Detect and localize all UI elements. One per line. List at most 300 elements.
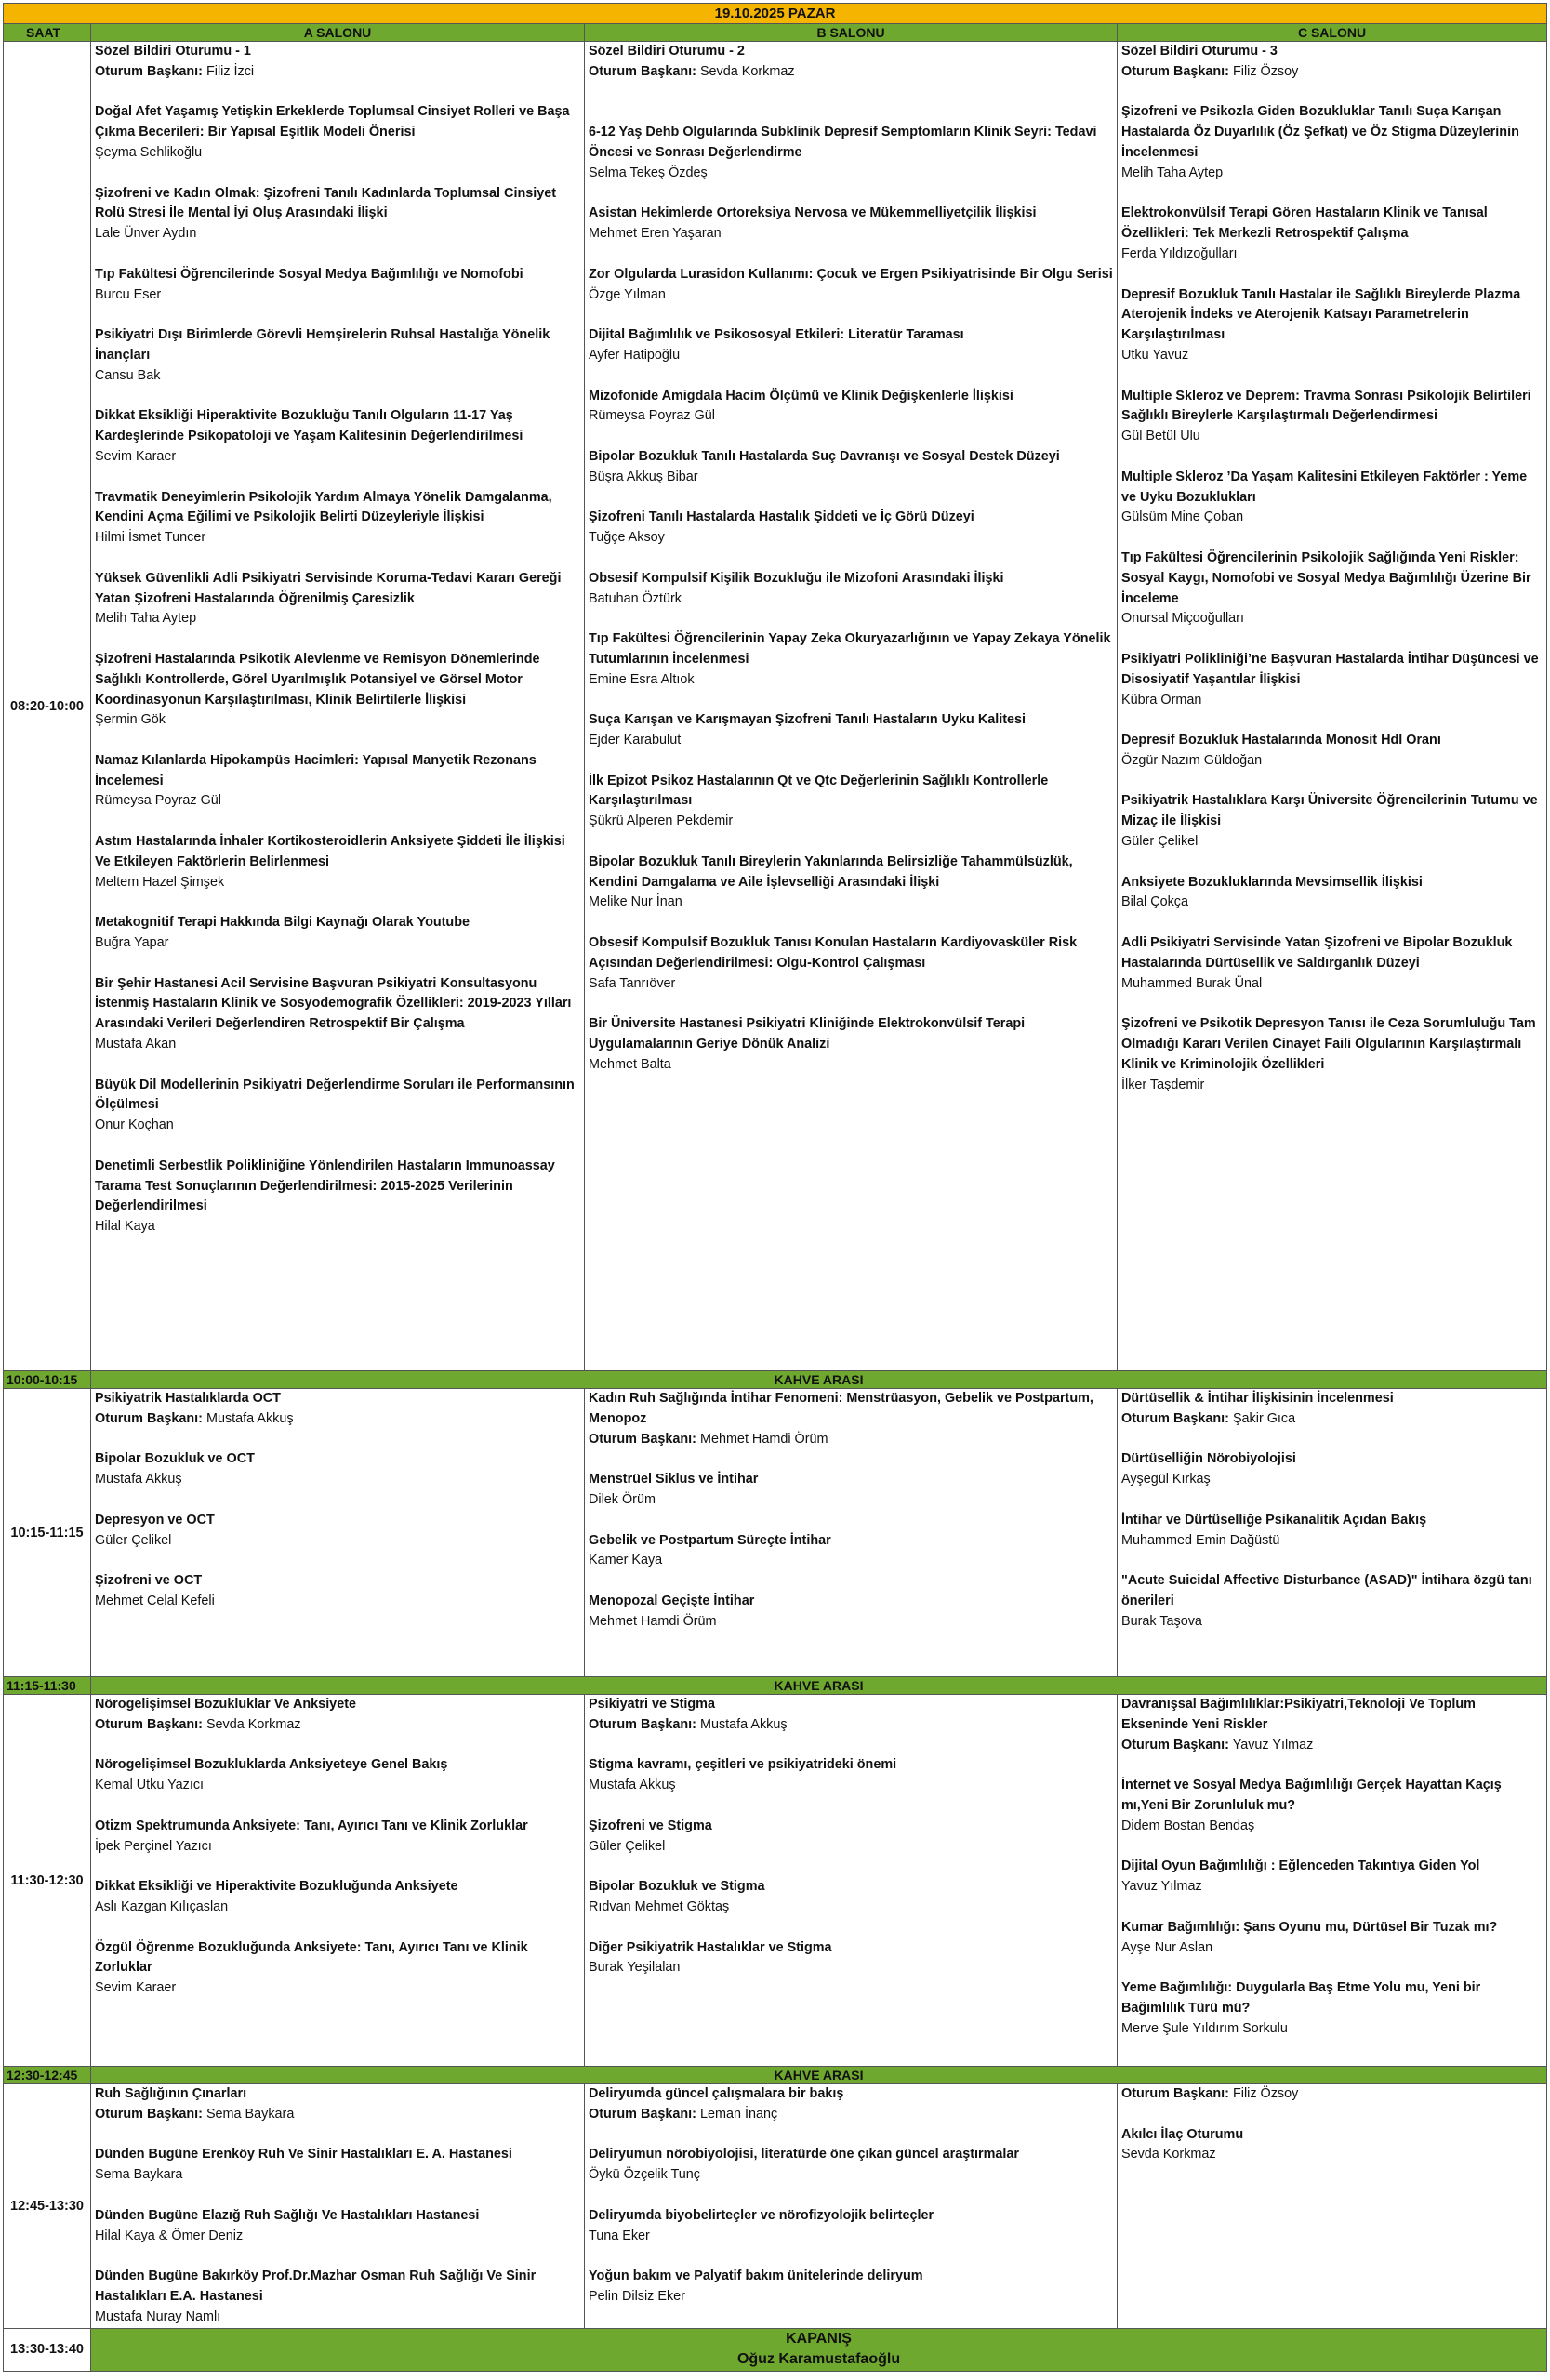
talk-item — [589, 447, 1113, 488]
talk-item — [1121, 791, 1543, 852]
spacer — [589, 1736, 1113, 1756]
chair-name: Sema Baykara — [205, 2106, 295, 2122]
spacer — [95, 954, 580, 974]
spacer — [589, 2186, 1113, 2206]
talk-title: Gebelik ve Postpartum Süreçte İntihar — [589, 1532, 831, 1548]
spacer — [589, 427, 1113, 447]
talk-author: Mehmet Eren Yaşaran — [589, 226, 722, 242]
talk-author: İpek Perçinel Yazıcı — [95, 1838, 212, 1854]
spacer — [1121, 447, 1543, 468]
talk-author: Emine Esra Altıok — [589, 671, 695, 687]
talk-item — [1121, 1918, 1543, 1959]
talk-item — [1121, 650, 1543, 710]
session-cell — [91, 42, 585, 1371]
talk-title: Dünden Bugüne Elazığ Ruh Sağlığı Ve Hastalıkları Hastanesi — [95, 2207, 480, 2223]
spacer — [589, 1918, 1113, 1938]
talk-title: Bipolar Bozukluk ve Stigma — [589, 1879, 765, 1895]
talk-title: Namaz Kılanlarda Hipokampüs Hacimleri: Yapısal Manyetik Rezonans İncelemesi — [95, 752, 537, 788]
talk-item — [589, 123, 1113, 183]
talk-author: Burcu Eser — [95, 286, 162, 302]
spacer — [95, 1796, 580, 1817]
talk-author: Bilal Çokça — [1121, 894, 1188, 910]
session-title: Deliryumda güncel çalışmalara bir bakış — [589, 2086, 844, 2101]
session-row — [4, 42, 1547, 1371]
talk-item — [95, 1157, 580, 1237]
session-title: Dürtüsellik & İntihar İlişkisinin İncelenmesi — [1121, 1391, 1394, 1406]
spacer — [589, 1857, 1113, 1877]
talk-item — [589, 2206, 1113, 2247]
talk-author: Şeyma Sehlikoğlu — [95, 144, 203, 160]
talk-title: Elektrokonvülsif Terapi Gören Hastaların Klinik ve Tanısal Özellikleri: Tek Merkezli Retrospektif Çalışma — [1121, 205, 1488, 242]
talk-item — [95, 1511, 580, 1552]
talk-author: Güler Çelikel — [1121, 834, 1199, 850]
talk-author: Sevda Korkmaz — [1121, 2147, 1216, 2162]
talk-item — [589, 1470, 1113, 1511]
spacer — [589, 83, 1113, 103]
talk-item — [95, 488, 580, 549]
talk-item — [1121, 549, 1543, 629]
talk-author: Pelin Dilsiz Eker — [589, 2288, 685, 2304]
talk-item — [589, 1817, 1113, 1858]
talk-item — [95, 650, 580, 731]
talk-author: Şermin Gök — [95, 712, 166, 728]
spacer — [95, 2246, 580, 2267]
break-row — [4, 1371, 1547, 1389]
talk-title: Dijital Bağımlılık ve Psikososyal Etkileri: Literatür Taraması — [589, 327, 964, 343]
chair-name: Mustafa Akkuş — [699, 1716, 788, 1732]
spacer — [95, 1055, 580, 1076]
talk-title: Şizofreni ve OCT — [95, 1573, 203, 1589]
session-cell — [91, 1695, 585, 2067]
spacer — [95, 2186, 580, 2206]
chair-name: Sevda Korkmaz — [699, 63, 795, 79]
spacer — [589, 1449, 1113, 1470]
talk-item — [1121, 2125, 1543, 2166]
talk-author: Mehmet Hamdi Örüm — [589, 1613, 717, 1629]
talk-title: Depresif Bozukluk Hastalarında Monosit Hdl Oranı — [1121, 733, 1441, 748]
spacer — [1121, 1490, 1543, 1511]
session-cell — [1118, 2084, 1547, 2329]
session-chair — [589, 1430, 1113, 1450]
talk-author: Sevim Karaer — [95, 448, 177, 464]
talk-author: Gülsüm Mine Çoban — [1121, 509, 1244, 525]
spacer — [95, 812, 580, 832]
talk-item — [589, 2267, 1113, 2307]
talk-author: Şükrü Alperen Pekdemir — [589, 813, 734, 829]
col-header-c: C SALONU — [1118, 24, 1547, 42]
spacer — [589, 245, 1113, 265]
spacer — [589, 691, 1113, 711]
talk-author: Gül Betül Ulu — [1121, 429, 1200, 444]
chair-label: Oturum Başkanı: — [589, 1716, 696, 1732]
talk-title: Multiple Skleroz ve Deprem: Travma Sonrası Psikolojik Belirtileri Sağlıklı Bireylerle Karşılaştırmalı Değerlendirmesi — [1121, 388, 1531, 424]
talk-item — [1121, 1511, 1543, 1552]
time-slot: 11:30-12:30 — [4, 1695, 91, 2067]
talk-item — [1121, 1449, 1543, 1490]
talk-author: Didem Bostan Bendaş — [1121, 1818, 1255, 1833]
time-slot: 10:15-11:15 — [4, 1389, 91, 1677]
talk-title: Dünden Bugüne Bakırköy Prof.Dr.Mazhar Osman Ruh Sağlığı Ve Sinir Hastalıkları E.A. Hastanesi — [95, 2268, 537, 2304]
talk-item — [95, 102, 580, 163]
spacer — [1121, 629, 1543, 650]
talk-author: Yavuz Yılmaz — [1121, 1879, 1202, 1895]
spacer — [589, 102, 1113, 123]
break-time: 12:30-12:45 — [4, 2067, 91, 2084]
spacer — [589, 1571, 1113, 1592]
spacer — [95, 1490, 580, 1511]
chair-name: Mehmet Hamdi Örüm — [699, 1431, 828, 1447]
session-cell — [585, 2084, 1118, 2329]
chair-name: Filiz İzci — [205, 63, 255, 79]
talk-item — [1121, 102, 1543, 183]
talk-item — [95, 1449, 580, 1490]
spacer — [589, 366, 1113, 387]
talk-item — [95, 1938, 580, 1999]
closing-row — [4, 2328, 1547, 2371]
spacer — [95, 1918, 580, 1938]
session-row — [4, 2084, 1547, 2329]
spacer — [95, 1857, 580, 1877]
talk-item — [589, 1877, 1113, 1918]
talk-author: Sevim Karaer — [95, 1980, 177, 1996]
spacer — [1121, 2105, 1543, 2125]
talk-author: Safa Tanrıöver — [589, 975, 676, 991]
chair-label: Oturum Başkanı: — [95, 2106, 203, 2122]
talk-title: Nörogelişimsel Bozukluklarda Anksiyeteye Genel Bakış — [95, 1757, 448, 1773]
break-row — [4, 2067, 1547, 2084]
talk-item — [589, 2145, 1113, 2186]
session-chair — [1121, 2084, 1543, 2105]
talk-item — [1121, 285, 1543, 366]
talk-item — [589, 569, 1113, 610]
session-cell — [1118, 42, 1547, 1371]
session-title: Nörogelişimsel Bozukluklar Ve Anksiyete — [95, 1697, 356, 1712]
spacer — [95, 892, 580, 913]
spacer — [1121, 528, 1543, 549]
talk-item — [1121, 933, 1543, 994]
talk-author: Ayfer Hatipoğlu — [589, 347, 681, 363]
closing-title: KAPANIŞ — [786, 2330, 852, 2347]
spacer — [1121, 1755, 1543, 1776]
talk-title: Doğal Afet Yaşamış Yetişkin Erkeklerde Toplumsal Cinsiyet Rolleri ve Başa Çıkma Becerileri: Bir Yapısal Eşitlik Modeli Önerisi — [95, 104, 570, 140]
talk-item — [95, 1755, 580, 1796]
talk-item — [1121, 1571, 1543, 1632]
talk-item — [1121, 1776, 1543, 1836]
col-header-b: B SALONU — [585, 24, 1118, 42]
session-cell — [1118, 1389, 1547, 1677]
talk-item — [95, 569, 580, 629]
talk-author: Hilal Kaya — [95, 1219, 155, 1235]
spacer — [1121, 994, 1543, 1014]
session-title: Psikiyatri ve Stigma — [589, 1697, 715, 1712]
col-header-a: A SALONU — [91, 24, 585, 42]
spacer — [589, 488, 1113, 509]
talk-title: Otizm Spektrumunda Anksiyete: Tanı, Ayırıcı Tanı ve Klinik Zorluklar — [95, 1818, 528, 1833]
talk-author: Hilal Kaya & Ömer Deniz — [95, 2228, 244, 2243]
spacer — [95, 549, 580, 569]
spacer — [1121, 1430, 1543, 1450]
session-row — [4, 1695, 1547, 2067]
talk-title: Diğer Psikiyatrik Hastalıklar ve Stigma — [589, 1939, 832, 1955]
talk-item — [589, 265, 1113, 306]
talk-item — [1121, 468, 1543, 528]
spacer — [1121, 366, 1543, 387]
talk-author: Ayşe Nur Aslan — [1121, 1939, 1213, 1955]
talk-author: Lale Ünver Aydın — [95, 226, 197, 242]
talk-title: Travmatik Deneyimlerin Psikolojik Yardım Almaya Yönelik Damgalanma, Kendini Açma Eğilimi ve Psikolojik Belirti Düzeyleriyle İlişkisi — [95, 489, 552, 525]
chair-label: Oturum Başkanı: — [95, 1716, 203, 1732]
spacer — [589, 2125, 1113, 2146]
spacer — [589, 751, 1113, 772]
talk-author: Özgür Nazım Güldoğan — [1121, 752, 1263, 768]
session-chair — [1121, 62, 1543, 83]
talk-author: İlker Taşdemir — [1121, 1077, 1205, 1092]
talk-title: Menstrüel Siklus ve İntihar — [589, 1472, 759, 1488]
talk-author: Ejder Karabulut — [589, 733, 682, 748]
spacer — [589, 1796, 1113, 1817]
talk-item — [95, 2145, 580, 2186]
talk-item — [589, 508, 1113, 549]
talk-item — [95, 751, 580, 812]
talk-author: Burak Yeşilalan — [589, 1960, 681, 1976]
talk-item — [589, 1014, 1113, 1075]
talk-title: Psikiyatrik Hastalıklara Karşı Üniversite Öğrencilerinin Tutumu ve Mizaç ile İlişkisi — [1121, 793, 1538, 829]
talk-title: Suça Karışan ve Karışmayan Şizofreni Tanılı Hastaların Uyku Kalitesi — [589, 712, 1027, 728]
talk-author: Melike Nur İnan — [589, 894, 682, 910]
talk-title: Adli Psikiyatri Servisinde Yatan Şizofreni ve Bipolar Bozukluk Hastalarında Dürtüsellik ve Saldırganlık Düzeyi — [1121, 935, 1513, 971]
spacer — [1121, 265, 1543, 285]
talk-author: Tuna Eker — [589, 2228, 650, 2243]
break-row — [4, 1677, 1547, 1695]
talk-item — [95, 325, 580, 386]
spacer — [589, 2246, 1113, 2267]
session-cell — [585, 1695, 1118, 2067]
chair-name: Filiz Özsoy — [1232, 63, 1299, 79]
spacer — [589, 994, 1113, 1014]
time-slot: 12:45-13:30 — [4, 2084, 91, 2329]
talk-item — [589, 387, 1113, 428]
talk-author: Rümeysa Poyraz Gül — [589, 408, 715, 424]
talk-title: Anksiyete Bozukluklarında Mevsimsellik İlişkisi — [1121, 874, 1423, 890]
session-chair — [1121, 1409, 1543, 1430]
session-chair — [95, 62, 580, 83]
session-cell — [585, 1389, 1118, 1677]
session-title: Sözel Bildiri Oturumu - 2 — [589, 44, 745, 59]
talk-title: İlk Epizot Psikoz Hastalarının Qt ve Qtc Değerlerinin Sağlıklı Kontrollerle Karşılaştırılması — [589, 773, 1049, 809]
talk-title: Zor Olgularda Lurasidon Kullanımı: Çocuk ve Ergen Psikiyatrisinde Bir Olgu Serisi — [589, 266, 1113, 282]
session-chair — [589, 1715, 1113, 1736]
talk-author: Muhammed Burak Ünal — [1121, 975, 1263, 991]
talk-author: Burak Taşova — [1121, 1613, 1202, 1629]
chair-label: Oturum Başkanı: — [589, 2106, 696, 2122]
talk-author: Güler Çelikel — [95, 1532, 172, 1548]
talk-title: Denetimli Serbestlik Polikliniğine Yönlendirilen Hastaların Immunoassay Tarama Test Sonuçlarının Değerlendirilmesi: 2015-2025 Verilerinin Değerlendirilmesi — [95, 1157, 555, 1214]
talk-title: Tıp Fakültesi Öğrencilerinin Psikolojik Sağlığında Yeni Riskler: Sosyal Kaygı, Nomofobi ve Sosyal Medya Bağımlılığı Üzerine Bir İnceleme — [1121, 549, 1531, 606]
col-header-time: SAAT — [4, 24, 91, 42]
talk-author: Öykü Özçelik Tunç — [589, 2167, 700, 2183]
talk-item — [95, 832, 580, 892]
session-chair — [589, 62, 1113, 83]
talk-title: İntihar ve Dürtüselliğe Psikanalitik Açıdan Bakış — [1121, 1512, 1427, 1527]
talk-title: Şizofreni ve Psikozla Giden Bozukluklar Tanılı Suça Karışan Hastalarda Öz Duyarlılık (Öz Şefkat) ve Öz Stigma Düzeylerinin İncelenmesi — [1121, 104, 1519, 160]
spacer — [1121, 710, 1543, 731]
chair-label: Oturum Başkanı: — [589, 1431, 696, 1447]
talk-title: Depresyon ve OCT — [95, 1512, 215, 1527]
talk-author: Selma Tekeş Özdeş — [589, 165, 708, 180]
talk-title: Şizofreni ve Kadın Olmak: Şizofreni Tanılı Kadınlarda Toplumsal Cinsiyet Rolü Stresi İle Mental İyi Oluş Arasındaki İlişki — [95, 185, 557, 221]
talk-item — [95, 2206, 580, 2247]
talk-author: Melih Taha Aytep — [1121, 165, 1224, 180]
chair-label: Oturum Başkanı: — [1121, 63, 1229, 79]
chair-label: Oturum Başkanı: — [1121, 1410, 1229, 1426]
talk-title: Stigma kavramı, çeşitleri ve psikiyatrideki önemi — [589, 1757, 897, 1773]
spacer — [1121, 1958, 1543, 1978]
talk-item — [589, 933, 1113, 994]
spacer — [589, 609, 1113, 629]
spacer — [589, 549, 1113, 569]
spacer — [95, 387, 580, 407]
talk-item — [589, 1531, 1113, 1572]
talk-title: Menopozal Geçişte İntihar — [589, 1593, 755, 1608]
chair-label: Oturum Başkanı: — [95, 1410, 203, 1426]
talk-author: Güler Çelikel — [589, 1838, 666, 1854]
spacer — [1121, 1897, 1543, 1918]
chair-name: Sevda Korkmaz — [205, 1716, 301, 1732]
talk-author: Dilek Örüm — [589, 1491, 656, 1507]
talk-item — [95, 1877, 580, 1918]
talk-title: Dijital Oyun Bağımlılığı : Eğlenceden Takıntıya Giden Yol — [1121, 1858, 1480, 1874]
spacer — [1121, 1551, 1543, 1571]
talk-author: Onur Koçhan — [95, 1117, 174, 1133]
session-title: Sözel Bildiri Oturumu - 1 — [95, 44, 251, 59]
talk-title: İnternet ve Sosyal Medya Bağımlılığı Gerçek Hayattan Kaçış mı,Yeni Bir Zorunluluk mu? — [1121, 1778, 1502, 1813]
talk-item — [589, 1592, 1113, 1633]
spacer — [1121, 83, 1543, 103]
session-chair — [1121, 1736, 1543, 1756]
talk-author: Mehmet Balta — [589, 1056, 671, 1072]
talk-author: Mehmet Celal Kefeli — [95, 1593, 215, 1608]
talk-item — [1121, 1014, 1543, 1095]
talk-item — [589, 710, 1113, 751]
talk-author: Ferda Yıldızoğulları — [1121, 245, 1238, 261]
talk-title: Yeme Bağımlılığı: Duygularla Baş Etme Yolu mu, Yeni bir Bağımlılık Türü mü? — [1121, 1980, 1481, 2016]
talk-title: Şizofreni ve Stigma — [589, 1818, 712, 1833]
talk-author: Mustafa Akkuş — [589, 1778, 676, 1793]
talk-item — [95, 265, 580, 306]
talk-author: Cansu Bak — [95, 367, 161, 383]
talk-title: Bipolar Bozukluk Tanılı Bireylerin Yakınlarında Belirsizliğe Tahammülsüzlük, Kendini Damgalama ve Aile İşlevselliği Arasındaki İlişki — [589, 853, 1073, 890]
talk-title: Şizofreni Tanılı Hastalarda Hastalık Şiddeti ve İç Görü Düzeyi — [589, 509, 974, 525]
talk-item — [589, 1938, 1113, 1979]
spacer — [95, 245, 580, 265]
talk-item — [95, 406, 580, 467]
spacer — [1121, 853, 1543, 873]
chair-name: Leman İnanç — [699, 2106, 778, 2122]
talk-title: Mizofonide Amigdala Hacim Ölçümü ve Klinik Değişkenlerle İlişkisi — [589, 388, 1013, 403]
spacer — [95, 629, 580, 650]
talk-title: Bir Şehir Hastanesi Acil Servisine Başvuran Psikiyatri Konsultasyonu İstenmiş Hastaların Klinik ve Sosyodemografik Özellikleri: 2019-2023 Yılları Arasındaki Verileri Değerlendiren Retrospektif Bir Çalışma — [95, 975, 572, 1032]
session-chair — [95, 2105, 580, 2125]
talk-title: Bipolar Bozukluk Tanılı Hastalarda Suç Davranışı ve Sosyal Destek Düzeyi — [589, 448, 1060, 464]
talk-title: Dünden Bugüne Erenköy Ruh Ve Sinir Hastalıkları E. A. Hastanesi — [95, 2147, 512, 2162]
break-time: 11:15-11:30 — [4, 1677, 91, 1695]
session-chair — [95, 1715, 580, 1736]
session-title: Psikiyatrik Hastalıklarda OCT — [95, 1391, 281, 1406]
spacer — [95, 164, 580, 184]
session-title: Ruh Sağlığının Çınarları — [95, 2086, 247, 2101]
session-cell — [91, 1389, 585, 1677]
talk-title: Yoğun bakım ve Palyatif bakım ünitelerinde deliryum — [589, 2268, 923, 2284]
talk-author: Özge Yılman — [589, 286, 666, 302]
spacer — [95, 731, 580, 751]
spacer — [95, 1736, 580, 1756]
talk-title: Büyük Dil Modellerinin Psikiyatri Değerlendirme Soruları ile Performansının Ölçülmesi — [95, 1077, 575, 1113]
spacer — [95, 1551, 580, 1571]
session-title: Sözel Bildiri Oturumu - 3 — [1121, 44, 1278, 59]
talk-item — [589, 629, 1113, 690]
talk-title: Psikiyatri Polikliniği’ne Başvuran Hastalarda İntihar Düşüncesi ve Disosiyatif Yaşantılar İlişkisi — [1121, 651, 1539, 687]
spacer — [1121, 184, 1543, 205]
talk-item — [95, 974, 580, 1055]
session-cell — [585, 42, 1118, 1371]
spacer — [95, 1430, 580, 1450]
talk-item — [95, 913, 580, 954]
talk-author: Utku Yavuz — [1121, 347, 1189, 363]
talk-title: Obsesif Kompulsif Bozukluk Tanısı Konulan Hastaların Kardiyovasküler Risk Açısından Değerlendirilmesi: Olgu-Kontrol Çalışması — [589, 935, 1078, 971]
talk-item — [95, 184, 580, 245]
chair-name: Filiz Özsoy — [1232, 2086, 1299, 2101]
talk-author: Ayşegül Kırkaş — [1121, 1472, 1211, 1488]
talk-author: Büşra Akkuş Bibar — [589, 469, 698, 484]
spacer — [95, 468, 580, 488]
spacer — [589, 913, 1113, 933]
talk-title: Kumar Bağımlılığı: Şans Oyunu mu, Dürtüsel Bir Tuzak mı? — [1121, 1919, 1498, 1935]
talk-item — [95, 1076, 580, 1136]
talk-title: Dürtüselliğin Nörobiyolojisi — [1121, 1451, 1296, 1467]
talk-author: Tuğçe Aksoy — [589, 530, 665, 546]
talk-title: Asistan Hekimlerde Ortoreksiya Nervosa ve Mükemmelliyetçilik İlişkisi — [589, 205, 1037, 221]
talk-title: Deliryumun nörobiyolojisi, literatürde öne çıkan güncel araştırmalar — [589, 2147, 1020, 2162]
talk-author: Aslı Kazgan Kılıçaslan — [95, 1898, 229, 1914]
talk-title: Depresif Bozukluk Tanılı Hastalar ile Sağlıklı Bireylerde Plazma Aterojenik İndeks ve Aterojenik Katsayı Parametrelerin Karşılaştırılması — [1121, 286, 1521, 343]
talk-item — [1121, 873, 1543, 914]
chair-name: Şakir Gıca — [1232, 1410, 1296, 1426]
date-header: 19.10.2025 PAZAR — [4, 4, 1547, 24]
talk-title: Özgül Öğrenme Bozukluğunda Anksiyete: Tanı, Ayırıcı Tanı ve Klinik Zorluklar — [95, 1939, 528, 1976]
break-time: 10:00-10:15 — [4, 1371, 91, 1389]
spacer — [589, 305, 1113, 325]
session-chair — [95, 1409, 580, 1430]
talk-author: Hilmi İsmet Tuncer — [95, 530, 206, 546]
spacer — [1121, 1837, 1543, 1858]
talk-item — [589, 204, 1113, 245]
talk-title: Tıp Fakültesi Öğrencilerinde Sosyal Medya Bağımlılığı ve Nomofobi — [95, 266, 523, 282]
session-cell — [1118, 1695, 1547, 2067]
talk-author: Muhammed Emin Dağüstü — [1121, 1532, 1280, 1548]
talk-author: Mustafa Nuray Namlı — [95, 2308, 221, 2324]
talk-author: Melih Taha Aytep — [95, 611, 197, 627]
talk-title: Astım Hastalarında İnhaler Kortikosteroidlerin Anksiyete Şiddeti İle İlişkisi Ve Etkileyen Faktörlerin Belirlenmesi — [95, 834, 565, 869]
chair-label: Oturum Başkanı: — [589, 63, 696, 79]
spacer — [95, 1136, 580, 1157]
talk-title: Multiple Skleroz ’Da Yaşam Kalitesini Etkileyen Faktörler : Yeme ve Uyku Bozuklukları — [1121, 469, 1528, 505]
spacer — [95, 2125, 580, 2146]
talk-title: Metakognitif Terapi Hakkında Bilgi Kaynağı Olarak Youtube — [95, 915, 470, 931]
talk-title: 6-12 Yaş Dehb Olgularında Subklinik Depresif Semptomların Klinik Seyri: Tedavi Öncesi ve Sonrası Değerlendirme — [589, 125, 1097, 160]
talk-item — [95, 1571, 580, 1612]
chair-label: Oturum Başkanı: — [95, 63, 203, 79]
spacer — [1121, 913, 1543, 933]
